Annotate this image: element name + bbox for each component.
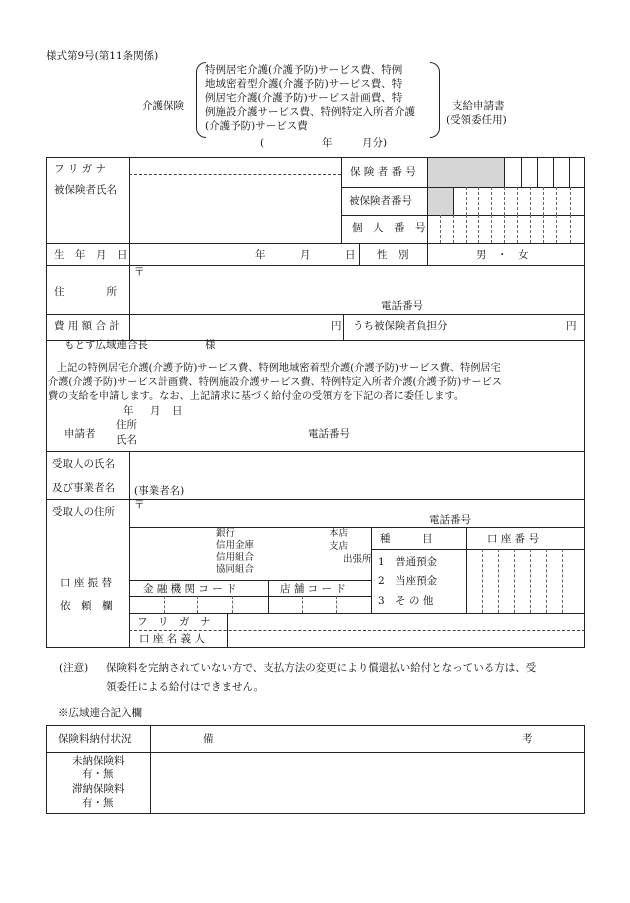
- applicant-name-label: 氏名: [116, 434, 137, 446]
- applicant-address-label: 住所: [116, 419, 137, 431]
- period-open: (: [260, 137, 265, 149]
- bank-section-label-1: 口 座 振 替: [60, 577, 113, 589]
- request-date-month: 月: [150, 405, 161, 417]
- insured-name-label: 被保険者氏名: [54, 184, 117, 196]
- insured-name-input[interactable]: [131, 176, 339, 242]
- holder-furigana-label: フ リ ガ ナ: [137, 616, 211, 628]
- bank-type-3: 信用組合: [216, 552, 255, 563]
- personal-number-label: 個 人 番 号: [352, 222, 426, 234]
- office-section-title: ※広域連合記入欄: [58, 707, 142, 719]
- furigana-label: フ リ ガ ナ: [54, 163, 107, 175]
- account-holder-label: 口 座 名 義 人: [139, 633, 205, 645]
- postal-mark: 〒: [134, 266, 145, 278]
- applicant-label: 申請者: [64, 428, 96, 440]
- recipient-name-label: 受取人の氏名: [52, 458, 115, 470]
- insurer-number-label: 保 険 者 番 号: [350, 166, 416, 178]
- header-item-2: 地域密着型介護(介護予防)サービス費、特: [205, 78, 403, 90]
- institution-code-label: 金 融 機 関 コ ー ド: [143, 583, 237, 595]
- notes-line-2: 領委任による給付はできません。: [106, 681, 265, 693]
- recipient-business-label: 及び事業者名: [52, 482, 115, 494]
- gender-options[interactable]: 男 ・ 女: [476, 249, 529, 261]
- recipient-name-input[interactable]: [131, 453, 583, 497]
- furigana-input[interactable]: [131, 159, 339, 173]
- header-item-4: 例施設介護サービス費、特例特定入所者介護: [205, 106, 415, 118]
- self-share-label: うち被保険者負担分: [353, 320, 448, 332]
- insurer-number-input[interactable]: [505, 158, 584, 186]
- request-date-year: 年: [123, 405, 134, 417]
- gender-label: 性 別: [377, 249, 409, 261]
- cost-total-input[interactable]: [131, 316, 327, 338]
- holder-furigana-input[interactable]: [229, 614, 583, 629]
- recipient-postal-mark: 〒: [134, 499, 145, 511]
- insured-number-input[interactable]: [454, 188, 584, 214]
- request-date-day: 日: [172, 405, 183, 417]
- delinquent-label: 滞納保険料: [72, 783, 125, 795]
- cost-total-yen: 円: [331, 320, 342, 332]
- period-month: 月分): [362, 137, 388, 149]
- unpaid-label: 未納保険料: [72, 755, 125, 767]
- birth-day-unit: 日: [345, 249, 356, 261]
- bank-type-4: 協同組合: [216, 564, 255, 575]
- bank-type-2: 信用金庫: [216, 540, 255, 551]
- birth-label: 生 年 月 日: [54, 249, 128, 261]
- header-suffix-1: 支給申請書: [452, 100, 505, 112]
- address-label: 住 所: [54, 286, 117, 298]
- branch-type-1: 本店: [329, 528, 349, 539]
- account-number-label: 口 座 番 号: [487, 533, 540, 545]
- cost-total-label: 費 用 額 合 計: [54, 320, 120, 332]
- request-body-2: 介護(介護予防)サービス計画費、特例施設介護サービス費、特例特定入所者介護(介護予防)サービス: [48, 377, 502, 388]
- bank-name-input[interactable]: [131, 529, 213, 577]
- addressee-honorific: 様: [205, 339, 216, 351]
- remarks-input[interactable]: [152, 754, 583, 812]
- branch-type-3: 出張所: [343, 554, 372, 565]
- form-number: 様式第9号(第11条関係): [46, 50, 159, 62]
- bank-section-label-2: 依 頼 欄: [60, 600, 113, 612]
- branch-type-2: 支店: [329, 541, 349, 552]
- personal-number-input[interactable]: [428, 216, 584, 242]
- delinquent-options[interactable]: 有・無: [82, 797, 114, 809]
- address-phone-label: 電話番号: [381, 300, 423, 312]
- bank-type-1: 銀行: [216, 528, 236, 539]
- insurer-number-gray: [428, 158, 504, 187]
- address-input[interactable]: [131, 267, 583, 313]
- remarks-label-2: 考: [522, 733, 533, 745]
- period-year: 年: [322, 137, 333, 149]
- addressee: もとす広域連合長: [64, 339, 148, 351]
- account-number-input[interactable]: [467, 550, 584, 612]
- notes-prefix: (注意): [59, 662, 89, 674]
- self-share-input[interactable]: [460, 316, 564, 338]
- insured-number-gray: [428, 188, 453, 215]
- notes-line-1: 保険料を完納されていない方で、支払方法の変更により償還払い給付となっている方は、受: [106, 662, 537, 674]
- branch-name-input[interactable]: [266, 529, 326, 577]
- request-body-3: 費の支給を申請します。なお、上記請求に基づく給付金の受領方を下記の者に委任します。: [48, 391, 465, 402]
- request-body-1: 上記の特例居宅介護(介護予防)サービス費、特例地域密着型介護(介護予防)サービス費、特例居宅: [57, 363, 501, 374]
- header-item-3: 例居宅介護(介護予防)サービス計画費、特: [205, 92, 403, 104]
- applicant-phone-label: 電話番号: [308, 428, 350, 440]
- unpaid-options[interactable]: 有・無: [82, 768, 114, 780]
- account-holder-input[interactable]: [229, 632, 583, 647]
- account-type-2[interactable]: 2 当座預金: [378, 575, 438, 587]
- birth-year-unit: 年: [255, 249, 266, 261]
- birth-month-unit: 月: [300, 249, 311, 261]
- header-prefix: 介護保険: [142, 100, 184, 112]
- recipient-address-input[interactable]: [131, 501, 583, 526]
- branch-code-input[interactable]: [269, 597, 370, 612]
- birth-date-input[interactable]: [131, 245, 355, 264]
- remarks-label-1: 備: [203, 733, 214, 745]
- recipient-business-placeholder: (事業者名): [134, 485, 185, 497]
- account-type-3[interactable]: 3 そ の 他: [378, 595, 434, 607]
- header-suffix-2: (受領委任用): [446, 114, 507, 126]
- branch-code-label: 店 舗 コ ー ド: [280, 583, 346, 595]
- account-type-1[interactable]: 1 普通預金: [378, 556, 438, 568]
- right-brace: [430, 62, 440, 138]
- header-item-1: 特例居宅介護(介護予防)サービス費、特例: [205, 64, 403, 76]
- recipient-phone-label: 電話番号: [429, 514, 471, 526]
- insured-number-label: 被保険者番号: [349, 195, 412, 207]
- header-item-5: (介護予防)サービス費: [205, 120, 308, 132]
- applicant-input[interactable]: [142, 418, 302, 448]
- payment-status-label: 保険料納付状況: [58, 733, 132, 745]
- account-type-label: 種 目: [380, 533, 433, 545]
- recipient-address-label: 受取人の住所: [52, 506, 115, 518]
- institution-code-input[interactable]: [131, 597, 267, 612]
- self-share-yen: 円: [566, 320, 577, 332]
